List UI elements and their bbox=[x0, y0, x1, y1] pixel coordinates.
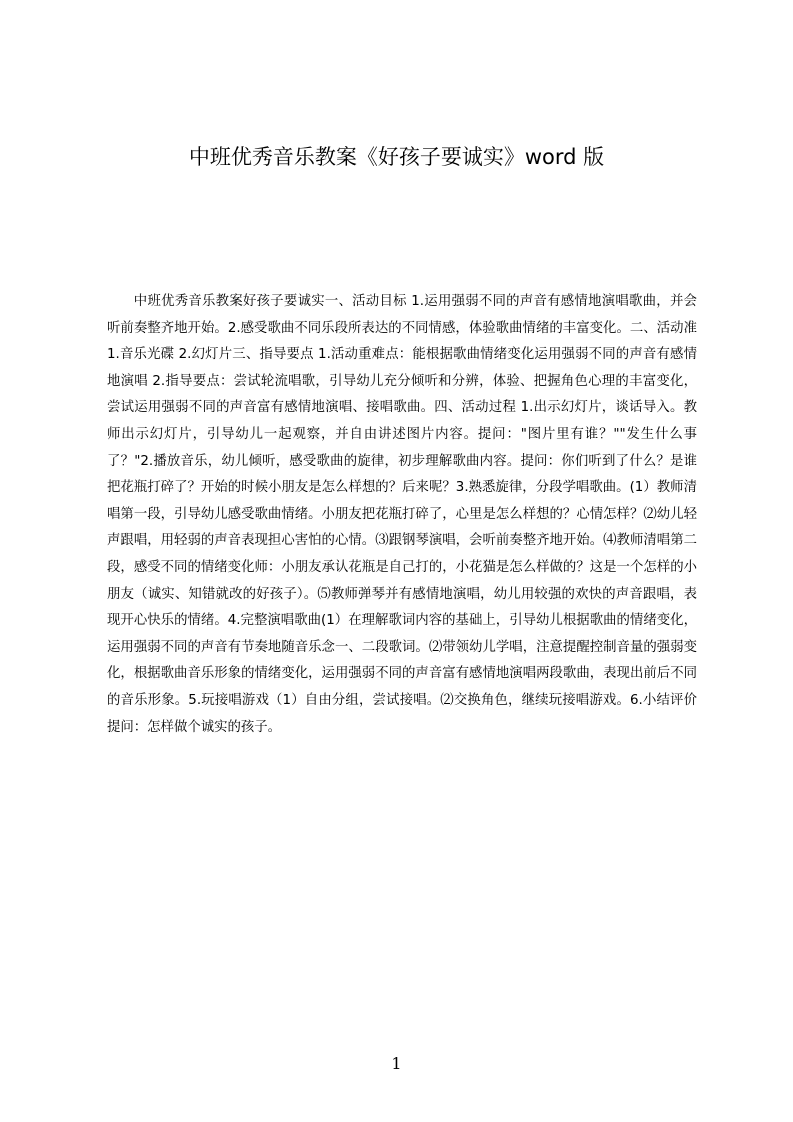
document-body-paragraph: 中班优秀音乐教案好孩子要诚实一、活动目标 1.运用强弱不同的声音有感情地演唱歌曲，并会听前奏整齐地开始。2.感受歌曲不同乐段所表达的不同情感，体验歌曲情绪的丰富变化。二、活动准 1.音乐光碟 2.幻灯片三、指导要点 1.活动重难点：能根据歌曲情绪变化运用强弱不同的声音有感情地演唱 2.指导要点：尝试轮流唱歌，引导幼儿充分倾听和分辨，体验、把握角色心理的丰富变化，尝试运用强弱不同的声音富有感情地演唱、接唱歌曲。四、活动过程 1.出示幻灯片，谈话导入。教师出示幻灯片，引导幼儿一起观察，并自由讲述图片内容。提问："图片里有谁？""发生什么事了？"2.播放音乐，幼儿倾听，感受歌曲的旋律，初步理解歌曲内容。提问：你们听到了什么？是谁把花瓶打碎了？开始的时候小朋友是怎么样想的？后来呢？3.熟悉旋律，分段学唱歌曲。(1）教师清唱第一段，引导幼儿感受歌曲情绪。小朋友把花瓶打碎了，心里是怎么样想的？心情怎样？⑵幼儿轻声跟唱，用轻弱的声音表现担心害怕的心情。⑶跟钢琴演唱，会听前奏整齐地开始。⑷教师清唱第二段，感受不同的情绪变化师：小朋友承认花瓶是自己打的，小花猫是怎么样做的？这是一个怎样的小朋友（诚实、知错就改的好孩子）。⑸教师弹琴并有感情地演唱，幼儿用较强的欢快的声音跟唱，表现开心快乐的情绪。4.完整演唱歌曲(1）在理解歌词内容的基础上，引导幼儿根据歌曲的情绪变化，运用强弱不同的声音有节奏地随音乐念一、二段歌词。⑵带领幼儿学唱，注意提醒控制音量的强弱变化，根据歌曲音乐形象的情绪变化，运用强弱不同的声音富有感情地演唱两段歌曲，表现出前后不同的音乐形象。5.玩接唱游戏（1）自由分组，尝试接唱。⑵交换角色，继续玩接唱游戏。6.小结评价提问：怎样做个诚实的孩子。 bbox=[107, 294, 697, 735]
document-title: 中班优秀音乐教案《好孩子要诚实》word 版 bbox=[188, 145, 605, 169]
page-number: 1 bbox=[391, 1054, 402, 1073]
